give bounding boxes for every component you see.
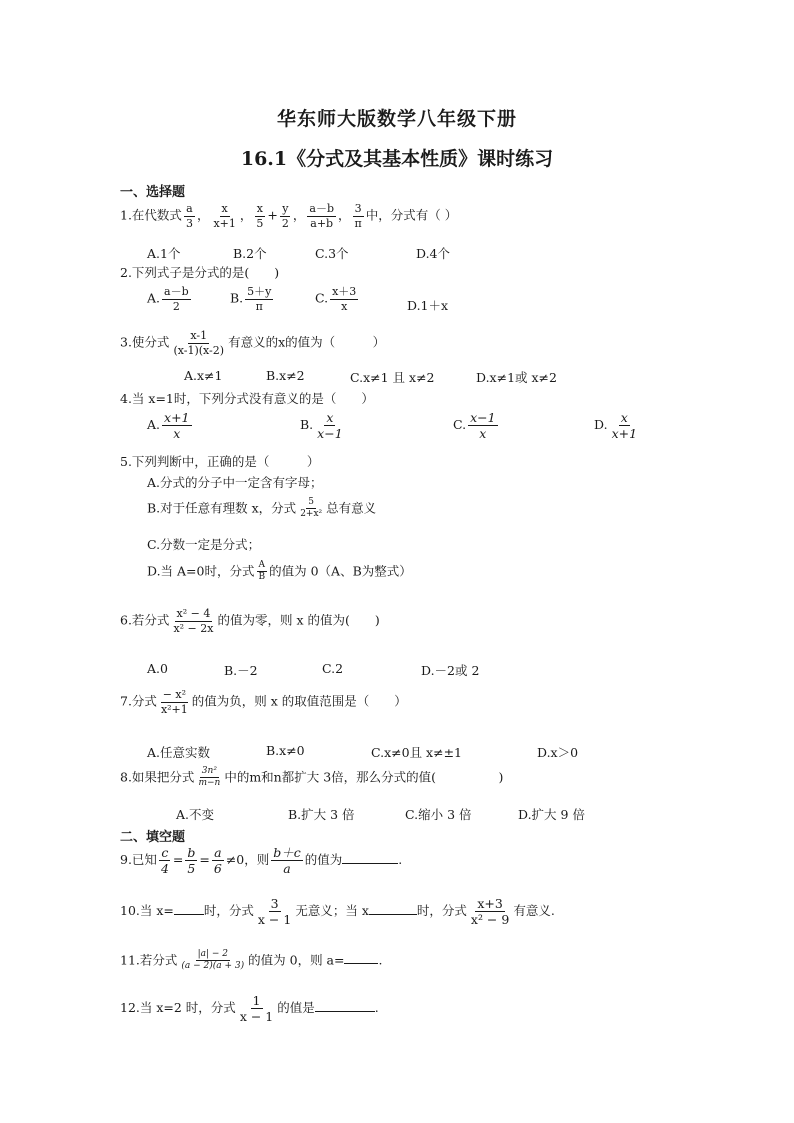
option-c: C.3个 <box>315 246 349 261</box>
question-6: 6.若分式 $\frac{\text{x² − 4}}{\text{x² − 2x}}$ 的值为零，则 x 的值为( ) <box>120 607 380 635</box>
fraction: $\frac{\text{3n²}}{m-n}$ <box>198 766 221 789</box>
fraction: $\frac{3}{x - 1}$ <box>257 896 292 928</box>
fraction: $\frac{b+c}{a}$ <box>273 845 301 877</box>
fraction: $\frac{5}{\text{2+x²}}$ <box>300 497 323 520</box>
question-2: 2.下列式子是分式的是( ) <box>120 265 280 280</box>
option-b: B. $\frac{5+y}{\pi}$ <box>230 285 272 313</box>
question-11: 11.若分式 $\frac{|a| - 2}{(a - 2)(a + 3)}$ 的值为 0，则 a= . <box>120 949 383 972</box>
option-d: D.x≠1或 x≠2 <box>476 370 557 385</box>
option-a: A.0 <box>147 661 168 676</box>
question-5: 5.下列判断中，正确的是（ ） <box>120 454 320 469</box>
fraction: $\frac{a-b}{2}$ <box>164 285 189 313</box>
option-c: C.x≠0且 x≠±1 <box>371 745 462 760</box>
section-heading-fill: 二、填空题 <box>120 830 186 845</box>
question-1-lead: 1.在代数式 <box>120 207 182 223</box>
answer-blank[interactable] <box>174 902 204 915</box>
option-d: D.扩大 9 倍 <box>518 807 585 822</box>
answer-blank[interactable] <box>342 851 398 864</box>
option-a: A.不变 <box>176 807 215 822</box>
fraction: $\frac{x-1}{x}$ <box>470 410 496 442</box>
answer-blank[interactable] <box>344 951 378 964</box>
answer-blank[interactable] <box>369 902 417 915</box>
option-d: D. $\frac{x}{x+1}$ <box>594 410 638 442</box>
question-8: 8.如果把分式 $\frac{\text{3n²}}{m-n}$ 中的m和n都扩大 3倍，那么分式的值( ) <box>120 766 504 789</box>
fraction: $\frac{x}{x+1}$ <box>611 410 638 442</box>
question-3: 3.使分式 $\frac{x-1}{(x-1)(x-2)}$ 有意义的x的值为（ ） <box>120 329 386 357</box>
option-b: B. $\frac{x}{x-1}$ <box>300 410 343 442</box>
question-7: 7.分式 $\frac{\text{− x²}}{\text{x²+1}}$ 的值为负，则 x 的取值范围是（ ） <box>120 688 407 716</box>
option-d: D.－2或 2 <box>421 663 480 678</box>
fraction: $\frac{x+1}{x}$ <box>164 410 190 442</box>
option-a: A.x≠1 <box>184 368 223 383</box>
fraction: $\frac{x+3}{x}$ <box>332 285 357 313</box>
fraction: $\frac{x}{x+1}$ <box>213 202 236 230</box>
option-d: D.当 A=0时，分式 $\frac{A}{B}$ 的值为 0（A、B为整式） <box>147 560 412 583</box>
option-a: A. $\frac{x+1}{x}$ <box>147 410 190 442</box>
option-a: A.任意实数 <box>147 745 211 760</box>
option-b: B.－2 <box>224 663 258 678</box>
option-c: C. $\frac{x+3}{x}$ <box>315 285 357 313</box>
fraction: $\frac{\text{− x²}}{\text{x²+1}}$ <box>160 688 188 716</box>
option-a: A.1个 <box>147 246 181 261</box>
option-b: B.x≠0 <box>266 743 305 758</box>
fraction: $\frac{x}{x-1}$ <box>317 410 343 442</box>
question-10: 10.当 x= 时，分式 $\frac{3}{x - 1}$ 无意义；当 x 时，分式 $\frac{x+3}{\text{x² − 9}}$ 有意义. <box>120 896 555 928</box>
fraction: $\frac{3}{\pi}$ <box>354 202 362 230</box>
fraction: $\frac{x-1}{(x-1)(x-2)}$ <box>173 329 225 357</box>
fraction: $\frac{5+y}{\pi}$ <box>247 285 272 313</box>
fraction: $\frac{1}{x - 1}$ <box>239 993 274 1025</box>
page-subtitle: 16.1《分式及其基本性质》课时练习 <box>240 148 554 170</box>
fraction: $\frac{a-b}{a+b}$ <box>309 202 334 230</box>
question-1: 1.在代数式 $\frac{a}{3}$ ， $\frac{x}{x+1}$ ， $\frac{x}{5}$ + $\frac{y}{2}$ ， $\frac{a-b}{a+b}$ ， $\frac{3}{\pi}$ 中，分式有（ ） <box>120 202 458 230</box>
option-b: B.扩大 3 倍 <box>288 807 355 822</box>
answer-blank[interactable] <box>315 999 375 1012</box>
option-b: B.x≠2 <box>266 368 305 383</box>
question-4: 4.当 x=1时，下列分式没有意义的是（ ） <box>120 391 374 406</box>
section-heading-choice: 一、选择题 <box>120 185 186 200</box>
option-d: D.1＋x <box>407 298 449 313</box>
page-title: 华东师大版数学八年级下册 <box>276 108 517 130</box>
fraction: $\frac{|a| - 2}{(a - 2)(a + 3)}$ <box>181 949 245 972</box>
question-9: 9.已知 $\frac{c}{4}$ = $\frac{b}{5}$ = $\frac{a}{6}$ ≠0，则 $\frac{b+c}{a}$ 的值为 . <box>120 845 403 877</box>
fraction: $\frac{x}{5}$ <box>256 202 264 230</box>
option-c: C. $\frac{x-1}{x}$ <box>453 410 496 442</box>
option-b: B.2个 <box>233 246 267 261</box>
fraction: $\frac{y}{2}$ <box>281 202 289 230</box>
option-a: A. $\frac{a-b}{2}$ <box>147 285 189 313</box>
option-c: C.分数一定是分式； <box>147 537 261 552</box>
option-c: C.2 <box>322 661 344 676</box>
option-a: A.分式的分子中一定含有字母； <box>147 475 323 490</box>
option-d: D.x＞0 <box>537 745 579 760</box>
fraction: $\frac{a}{6}$ <box>213 845 222 877</box>
fraction: $\frac{c}{4}$ <box>160 845 169 877</box>
option-d: D.4个 <box>416 246 451 261</box>
option-c: C.x≠1 且 x≠2 <box>350 370 435 385</box>
fraction: $\frac{x+3}{\text{x² − 9}}$ <box>470 896 510 928</box>
fraction: $\frac{\text{x² − 4}}{\text{x² − 2x}}$ <box>173 607 214 635</box>
option-c: C.缩小 3 倍 <box>405 807 472 822</box>
fraction: $\frac{A}{B}$ <box>258 560 266 583</box>
question-12: 12.当 x=2 时，分式 $\frac{1}{x - 1}$ 的值是 . <box>120 993 379 1025</box>
fraction: $\frac{b}{5}$ <box>187 845 196 877</box>
fraction: $\frac{a}{3}$ <box>185 202 193 230</box>
option-b: B.对于任意有理数 x，分式 $\frac{5}{\text{2+x²}}$ 总有意义 <box>147 497 377 520</box>
